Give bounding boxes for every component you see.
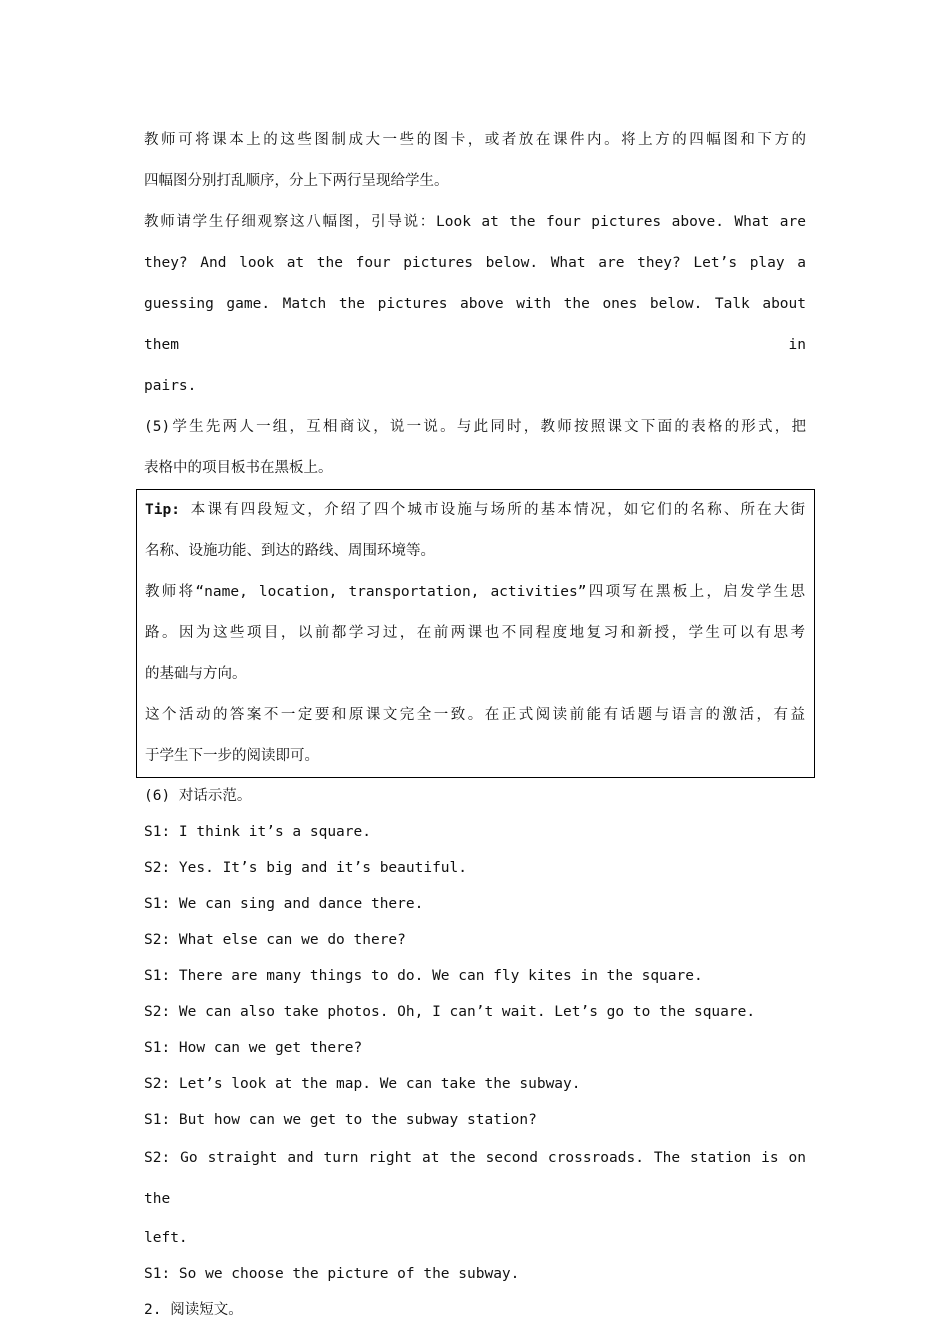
dialogue-line: S2: Go straight and turn right at the second crossroads. The station is on the [144,1150,806,1207]
dialogue-line: S2: Yes. It’s big and it’s beautiful. [144,860,468,876]
text-line: pairs. [144,378,197,394]
intro-paragraph-1 [144,120,806,202]
tip-label: Tip: [145,502,180,518]
section-heading: 2. 阅读短文。 [144,1302,243,1318]
dialogue-section [144,778,806,1292]
text-line: 表格中的项目板书在黑板上。 [144,460,333,476]
tip-line [145,490,805,531]
tip-text: 本课有四段短文，介绍了四个城市设施与场所的基本情况，如它们的名称、所在大街 [179,502,805,518]
tip-line: 的基础与方向。 [145,666,247,682]
text-line: guessing game. Match the pictures above with the ones below. Talk about them in [144,296,806,353]
dialogue-line: S1: I think it’s a square. [144,824,371,840]
text-line: (5)学生先两人一组，互相商议，说一说。与此同时，教师按照课文下面的表格的形式，把 [144,419,806,435]
text-line: 教师可将课本上的这些图制成大一些的图卡，或者放在课件内。将上方的四幅图和下方的 [144,132,806,148]
dialogue-line: S1: We can sing and dance there. [144,896,424,912]
dialogue-line: S1: So we choose the picture of the subway. [144,1266,520,1282]
dialogue-line: S1: How can we get there? [144,1040,363,1056]
tip-box [136,489,815,778]
tip-line: 路。因为这些项目，以前都学习过，在前两课也不同程度地复习和新授，学生可以有思考 [145,625,805,641]
document-page [144,120,806,1328]
dialogue-line: left. [144,1230,188,1246]
dialogue-line: S2: What else can we do there? [144,932,406,948]
text-line: 教师请学生仔细观察这八幅图，引导说：Look at the four pictures above. What are [144,214,806,230]
text-line: 四幅图分别打乱顺序，分上下两行呈现给学生。 [144,173,449,189]
tip-line: 名称、设施功能、到达的路线、周围环境等。 [145,543,435,559]
text-line: they? And look at the four pictures below. What are they? Let’s play a [144,255,806,271]
tip-line: 于学生下一步的阅读即可。 [145,748,319,764]
dialogue-line: S2: We can also take photos. Oh, I can’t wait. Let’s go to the square. [144,1004,756,1020]
dialogue-line: S1: There are many things to do. We can fly kites in the square. [144,968,703,984]
dialogue-line: S2: Let’s look at the map. We can take the subway. [144,1076,581,1092]
intro-paragraph-2 [144,202,806,407]
tip-line: 这个活动的答案不一定要和原课文完全一致。在正式阅读前能有话题与语言的激活，有益 [145,707,805,723]
dialogue-line: S1: But how can we get to the subway station? [144,1112,537,1128]
tip-line: 教师将“name, location, transportation, activities”四项写在黑板上，启发学生思 [145,584,805,600]
dialogue-heading: (6) 对话示范。 [144,788,252,804]
intro-paragraph-3 [144,407,806,489]
